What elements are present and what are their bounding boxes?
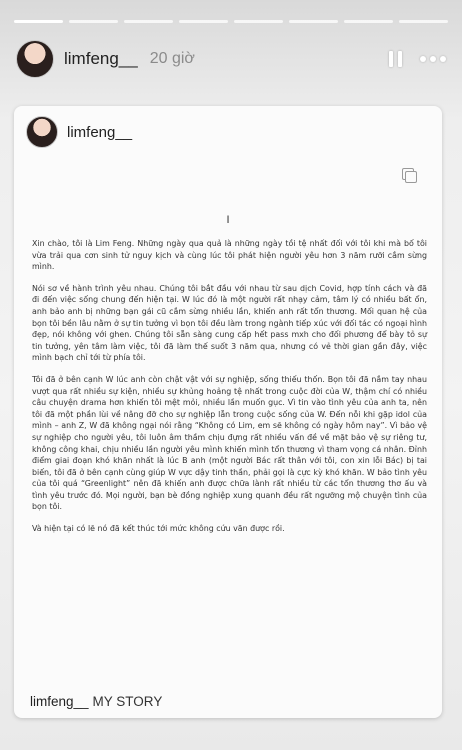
footer-username: limfeng__ xyxy=(30,694,89,709)
story-timestamp: 20 giờ xyxy=(149,50,195,67)
post-username: limfeng__ xyxy=(67,123,133,141)
pause-icon[interactable] xyxy=(389,51,402,67)
progress-segment xyxy=(179,20,228,23)
progress-segment xyxy=(344,20,393,23)
paragraph: Và hiện tại có lẽ nó đã kết thúc tới mức không cứu vãn được rồi. xyxy=(32,524,285,534)
more-options-icon[interactable] xyxy=(420,56,446,62)
paragraph: Xin chào, tôi là Lim Feng. Những ngày qua quả là những ngày tồi tệ nhất đối với tôi khi mà bố tôi vừa trải qua cơn sinh tử nguy kịch và cùng lúc tôi phát hiện người yêu hơn 3 năm rưỡi cắm sừng mình. xyxy=(32,239,427,272)
progress-segment xyxy=(69,20,118,23)
copy-icon xyxy=(402,168,416,182)
shared-post-card[interactable] xyxy=(14,106,442,718)
progress-segment xyxy=(124,20,173,23)
document-heading: I xyxy=(226,214,230,226)
progress-segment xyxy=(289,20,338,23)
progress-segment xyxy=(399,20,448,23)
story-progress-bar xyxy=(14,20,448,23)
story-header xyxy=(16,38,446,80)
paragraph: Tôi đã ở bên cạnh W lúc anh còn chật vật với sự nghiệp, sống thiếu thốn. Bọn tôi đã nắm tay nhau vượt qua rất nhiều sự kiện, nhiều sự khủng hoảng tệ nhất trong cuộc đời của W, thậm chí có nhiều câu chuyện drama hơn khiến tôi mệt mỏi, nhiều lần muốn gục. Vì tin vào tình yêu của anh ta, nên tôi đã một phần lùi về nâng đỡ cho sự nghiệp lẫn trong cuộc sống của W. Đến nỗi khi gặp idol của mình – anh Z, W đã không ngại nói rằng “Không có Lim, em sẽ không có ngày hôm nay”. Vì bảo vệ sự nghiệp cho người yêu, tôi luôn âm thầm chịu đựng rất nhiều vấn đề về mặt bảo vệ sự riêng tư, không công khai, chịu nhiều lần người yêu mình khiến mình tổn thương vì tham vọng cá nhân. Đỉnh điểm giai đoạn khó khăn nhất là lúc B anh (một người Bác rất thân với tôi, con xin lỗi Bác) bị tai biến, tôi đã ở bên cạnh cùng giúp W vực dậy tinh thần, phải gọi là cực kỳ khó khăn. W bảo tình yêu của tôi quá “Greenlight” nên đã khiến anh được chữa lành rất nhiều từ các tổn thương thơ ấu và tình yêu trước đó. Mọi người, bạn bè đồng nghiệp xung quanh đều rất ngưỡng mộ chuyện tình của bọn tôi. xyxy=(32,374,427,512)
document-body xyxy=(32,238,427,545)
paragraph: Nói sơ về hành trình yêu nhau. Chúng tôi bắt đầu với nhau từ sau dịch Covid, hợp tính cách và đã đi đến việc sống chung đến hiện tại. W lúc đó là một người rất nhạy cảm, tâm lý có nhiều bất ổn, anh bảo anh bị những bạn gái cũ cắm sừng nhiều lần, khiến anh rất tổn thương. Mối quan hệ của bọn tôi bền lâu nằm ở sự tin tưởng vì bọn tôi đều làm trong ngành tiếp xúc với đối tác có ngoại hình đẹp, nói không với ghen. Chúng tôi sẵn sàng cung cấp hết pass mxh cho đối phương để bày tỏ sự tin tưởng, yên tâm làm việc, tôi đã làm thế suốt 3 năm qua, nhưng có vẻ thời gian gần đây, việc mình bạch chỉ tới từ phía tôi. xyxy=(32,283,427,363)
post-avatar xyxy=(26,116,58,148)
footer-label: MY STORY xyxy=(92,694,163,709)
story-username[interactable]: limfeng__ xyxy=(64,49,138,68)
progress-segment xyxy=(14,20,63,23)
progress-segment xyxy=(234,20,283,23)
post-header xyxy=(26,116,132,148)
avatar[interactable] xyxy=(16,40,54,78)
story-source-footer[interactable] xyxy=(30,694,162,709)
